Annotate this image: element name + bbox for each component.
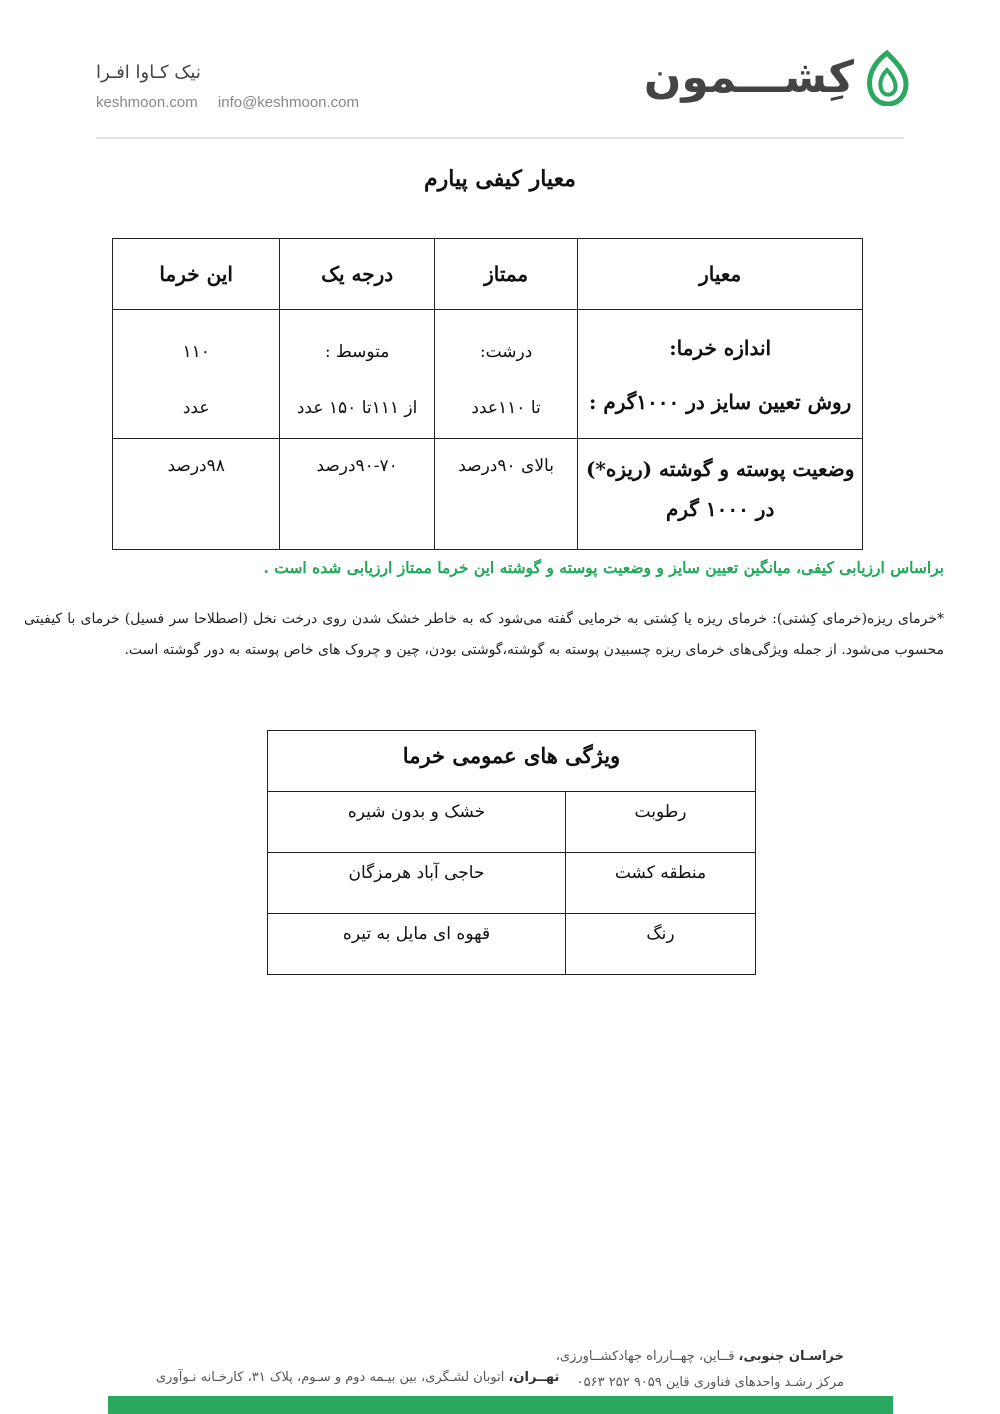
document-title: معیار کیفی پیارم bbox=[424, 166, 576, 192]
table-row bbox=[268, 853, 756, 914]
table-row bbox=[113, 310, 863, 439]
criterion-skin-unit: در ۱۰۰۰ گرم bbox=[665, 497, 775, 521]
table-row bbox=[268, 792, 756, 853]
footer-center-phone: مرکز رشـد واحدهای فناوری قاین ۹۰۵۹ ۲۵۲ ۰۵۶۳ bbox=[576, 1375, 844, 1390]
this-skin-value: ۹۸درصد bbox=[167, 456, 225, 476]
grade1-skin-value: ۹۰-۷۰درصد bbox=[316, 456, 398, 476]
footer-bar bbox=[108, 1396, 893, 1414]
general-features-table bbox=[267, 730, 756, 975]
this-skin-cell bbox=[113, 439, 280, 550]
company-name: نیک کـاوا افـرا bbox=[96, 62, 201, 83]
footnote-definition: *خرمای ریزه(خرمای کِشتی): خرمای ریزه یا کِشتی به خرمایی گفته می‌شود که به خاطر خشک شدن روی درخت نخل (اصطلاحا سر فسیل) خرمای با کیفیتی محسوب می‌شود. از جمله ویژگی‌های خرمای ریزه چسبیدن پوسته به گوشته،گوشتی بودن، چین و چروک های خاص پوسته به دور گوشته است. bbox=[24, 611, 944, 658]
leaf-logo-icon bbox=[864, 50, 910, 106]
footer-address-tehran bbox=[156, 1370, 559, 1385]
brand-logo bbox=[644, 50, 910, 106]
contact-links bbox=[96, 94, 375, 111]
criterion-skin-cell bbox=[578, 439, 863, 550]
criterion-size-title: اندازه خرما: bbox=[669, 336, 772, 360]
this-size-unit: عدد bbox=[182, 398, 210, 418]
email-link[interactable]: info@keshmoon.com bbox=[217, 94, 360, 111]
footer-province: خراسـان جنوبی، bbox=[738, 1349, 844, 1364]
header-criterion: معیار bbox=[578, 239, 863, 310]
feature-key: رنگ bbox=[566, 914, 756, 975]
footer-address-khorasan bbox=[556, 1344, 844, 1396]
grade1-skin-cell bbox=[280, 439, 435, 550]
website-link[interactable]: keshmoon.com bbox=[96, 94, 198, 111]
footer-city: قــاین، چهــارراه جهادکشــاورزی، bbox=[555, 1349, 739, 1364]
excellent-skin-cell bbox=[434, 439, 577, 550]
grade1-size-value: از ۱۱۱تا ۱۵۰ عدد bbox=[296, 398, 418, 418]
evaluation-summary: براساس ارزیابی کیفی، میانگین تعیین سایز و وضعیت پوسته و گوشته این خرما ممتاز ارزیابی شده است . bbox=[263, 558, 944, 577]
brand-name: کِشـــمون bbox=[643, 52, 854, 103]
table-header-row bbox=[113, 239, 863, 310]
header-grade-one: درجه یک bbox=[280, 239, 435, 310]
footer-tehran-address: اتوبان لشـگری، بین بیـمه دوم و سـوم، پلاک ۳۱، کارخـانه نـوآوری bbox=[156, 1370, 509, 1385]
table-row bbox=[113, 439, 863, 550]
feature-key: منطقه کشت bbox=[566, 853, 756, 914]
excellent-skin-value: بالای ۹۰درصد bbox=[458, 456, 554, 476]
feature-value: قهوه ای مایل به تیره bbox=[268, 914, 566, 975]
this-size-cell bbox=[113, 310, 280, 439]
grade1-size-cell bbox=[280, 310, 435, 439]
footer-tehran-label: تهــران، bbox=[508, 1370, 560, 1385]
criterion-size-cell bbox=[578, 310, 863, 439]
this-size-value: ۱۱۰ bbox=[182, 342, 210, 362]
table-row bbox=[268, 914, 756, 975]
excellent-size-cell bbox=[434, 310, 577, 439]
feature-value: خشک و بدون شیره bbox=[268, 792, 566, 853]
grade1-size-label: متوسط : bbox=[324, 342, 390, 362]
criterion-skin-title: وضعیت پوسته و گوشته (ریزه*) bbox=[585, 457, 855, 481]
excellent-size-label: درشت: bbox=[479, 342, 533, 362]
features-title-row bbox=[268, 731, 756, 792]
quality-criteria-table bbox=[112, 238, 863, 550]
features-title: ویژگی های عمومی خرما bbox=[268, 731, 756, 792]
header-this-date: این خرما bbox=[113, 239, 280, 310]
excellent-size-value: تا ۱۱۰عدد bbox=[471, 398, 541, 418]
criterion-size-method: روش تعیین سایز در ۱۰۰۰گرم : bbox=[588, 390, 852, 414]
header-excellent: ممتاز bbox=[434, 239, 577, 310]
feature-key: رطوبت bbox=[566, 792, 756, 853]
header-divider bbox=[96, 137, 904, 139]
feature-value: حاجی آباد هرمزگان bbox=[268, 853, 566, 914]
